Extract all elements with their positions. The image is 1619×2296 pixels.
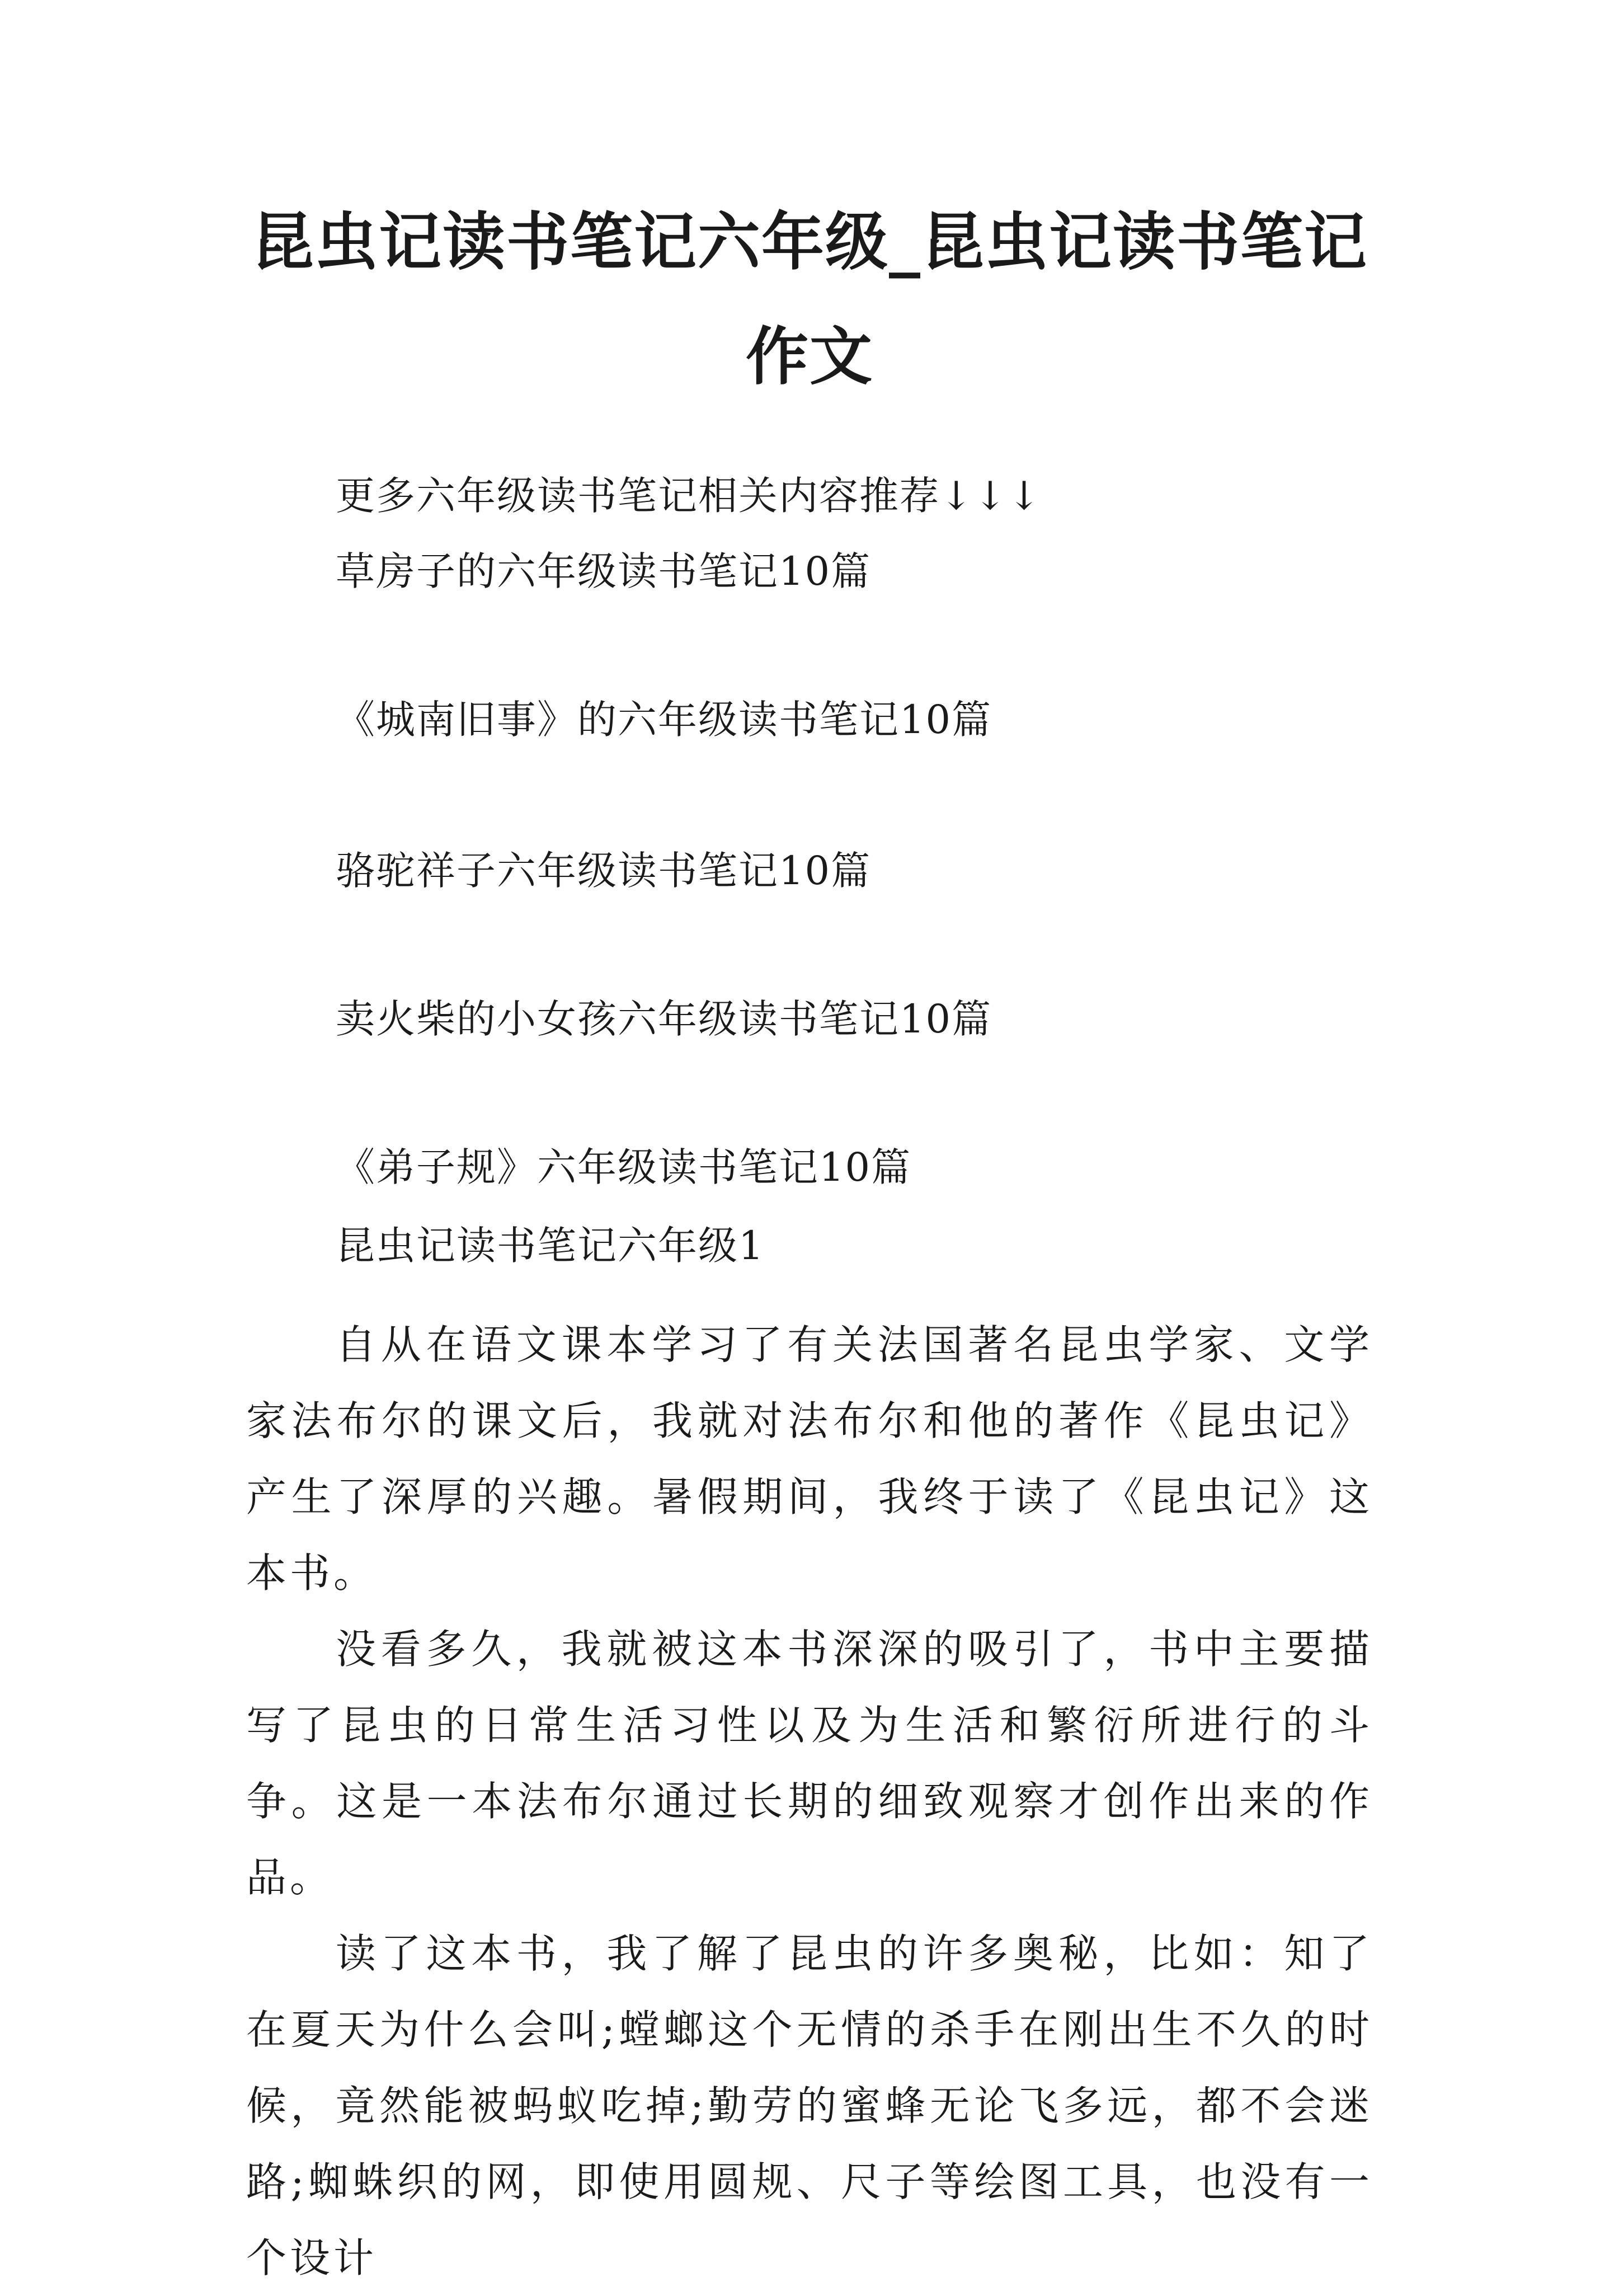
- recommend-header: 更多六年级读书笔记相关内容推荐↓↓↓: [336, 473, 1042, 519]
- paragraph: 读了这本书，我了解了昆虫的许多奥秘，比如：知了在夏天为什么会叫;螳螂这个无情的杀手在刚出生不久的时候，竟然能被蚂蚁吃掉;勤劳的蜜蜂无论飞多远，都不会迷路;蜘蛛织的网，即使用圆规、尺子等绘图工具，也没有一个设计: [246, 1930, 1373, 2281]
- section-heading: 昆虫记读书笔记六年级1: [336, 1223, 765, 1269]
- recommend-link-2[interactable]: 《城南旧事》的六年级读书笔记10篇: [336, 697, 992, 743]
- recommend-link-5[interactable]: 《弟子规》六年级读书笔记10篇: [336, 1144, 912, 1190]
- document-title: 昆虫记读书笔记六年级_昆虫记读书笔记作文: [251, 205, 1368, 393]
- recommend-link-1[interactable]: 草房子的六年级读书笔记10篇: [336, 548, 872, 594]
- recommend-link-4[interactable]: 卖火柴的小女孩六年级读书笔记10篇: [336, 996, 992, 1042]
- body-text: [246, 1307, 1373, 2296]
- paragraph: 自从在语文课本学习了有关法国著名昆虫学家、文学家法布尔的课文后，我就对法布尔和他的著作《昆虫记》产生了深厚的兴趣。暑假期间，我终于读了《昆虫记》这本书。: [246, 1321, 1373, 1597]
- recommend-link-3[interactable]: 骆驼祥子六年级读书笔记10篇: [336, 848, 872, 894]
- paragraph: 没看多久，我就被这本书深深的吸引了，书中主要描写了昆虫的日常生活习性以及为生活和繁衍所进行的斗争。这是一本法布尔通过长期的细致观察才创作出来的作品。: [246, 1626, 1373, 1901]
